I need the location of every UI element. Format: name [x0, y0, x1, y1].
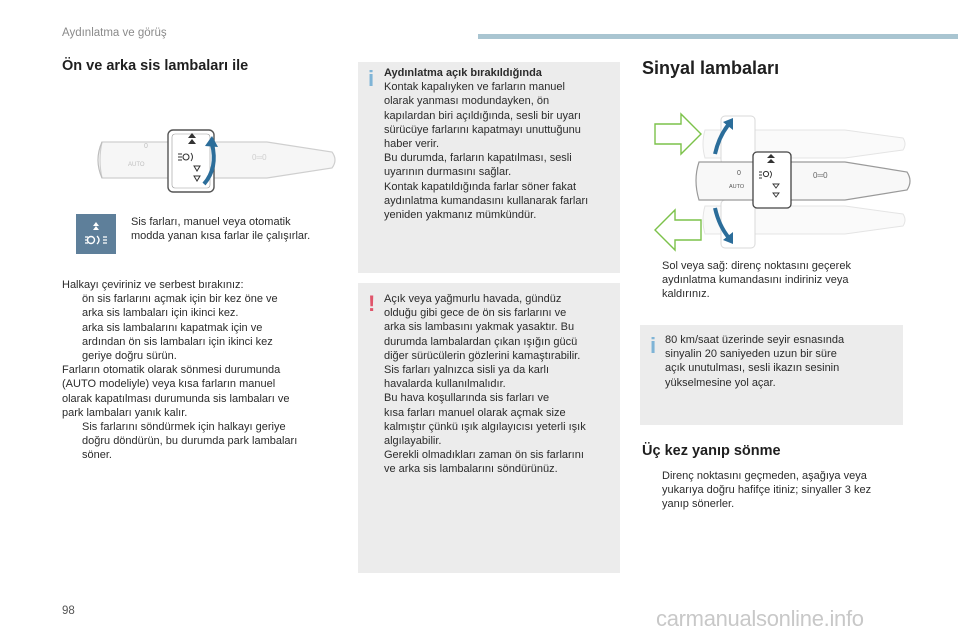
info-line: yeniden yakmanız mümkündür.	[384, 209, 537, 222]
bullet-line: yanıp sönerler.	[662, 498, 735, 511]
warn-line: algılayabilir.	[384, 435, 442, 448]
bullet-line: doğru döndürün, bu durumda park lambaları	[82, 435, 298, 448]
fog-bullet-front	[62, 292, 347, 320]
lights-left-on-info-box	[358, 62, 620, 273]
fog-auto-paragraph	[62, 363, 347, 420]
bullet-line: söner.	[82, 449, 112, 462]
turn-signal-stalk-illustration	[645, 108, 935, 256]
bullet-line: yukarıya doğru hafifçe itiniz; sinyaller 3 kez	[662, 484, 872, 497]
info-line: sürücüye farlarını kapatmayı unuttuğunu	[384, 123, 581, 136]
bullet-line: Sis farlarını söndürmek için halkayı geriye	[82, 421, 286, 434]
bullet-line: Sol veya sağ: direnç noktasını geçerek	[662, 260, 851, 272]
warn-line: durumda lambalardan çıkan ışığın gücü	[384, 335, 578, 348]
warn-line: olduğu gibi gece de ön sis farlarını ve	[384, 307, 567, 320]
warn-line: Sis farları yalnızca sisli ya da karlı	[384, 364, 550, 377]
warn-line: kalmıştır çünkü ışık algılayıcısı yeterli ışık	[384, 420, 586, 433]
warn-line: Açık veya yağmurlu havada, gündüz	[384, 293, 562, 305]
fog-intro-text: Halkayı çeviriniz ve serbest bırakınız:	[62, 279, 244, 291]
warn-line: Bu hava koşullarında sis farları ve	[384, 392, 550, 405]
front-fog-light-icon	[76, 214, 116, 254]
arrow-left-down-icon	[655, 210, 701, 250]
header-section-title: Aydınlatma ve görüş	[62, 27, 167, 39]
para-line: park lambaları yanık kalır.	[62, 406, 188, 419]
fog-caption-line: Sis farları, manuel veya otomatik	[131, 216, 291, 228]
signal-speed-text	[665, 333, 897, 390]
fog-warning-box	[358, 283, 620, 573]
arrow-right-up-icon	[655, 114, 701, 154]
warn-line: kısa farları manuel olarak açmak size	[384, 406, 566, 419]
watermark: carmanualsonline.info	[656, 606, 864, 631]
bullet-line: geriye doğru sürün.	[82, 350, 177, 363]
fog-caption	[131, 215, 310, 243]
info-line: Kontak kapalıyken ve farların manuel	[384, 81, 565, 94]
bullet-line: kaldırınız.	[662, 288, 710, 301]
fog-instructions	[62, 278, 347, 463]
three-flash-bullet	[642, 469, 912, 512]
info-line: Kontak kapatıldığında farlar söner fakat	[384, 180, 577, 193]
bullet-line: arka sis lambalarını kapatmak için ve	[82, 321, 263, 334]
info-line: aydınlatma kumandasını kullanarak farları	[384, 194, 589, 207]
fog-bullet-off	[62, 420, 347, 463]
info-line: açık unutulması, sesli ikazın sesinin	[665, 362, 840, 375]
page-number: 98	[62, 605, 75, 617]
info-line: yükselmesine yol açar.	[665, 376, 776, 389]
stalk-zero-label: 0	[144, 143, 148, 150]
warn-line: Gerekli olmadıkları zaman ön sis farlarını	[384, 449, 584, 462]
warn-line: ve arka sis lambalarını söndürünüz.	[384, 463, 558, 476]
header-accent-bar	[478, 34, 958, 39]
stalk-off-label: 0═0	[813, 171, 828, 180]
info-line: olarak yanması modundayken, ön	[384, 95, 550, 108]
info-line: kapılardan biri açıldığında, sesli bir uyarı	[384, 109, 581, 122]
fog-warning-text	[384, 292, 616, 477]
stalk-off-label: 0═0	[252, 153, 267, 162]
info-line: 80 km/saat üzerinde seyir esnasında	[665, 334, 845, 346]
para-line: olarak kapatılması durumunda sis lambaları ve	[62, 392, 290, 405]
para-line: (AUTO modeliyle) veya kısa farların manuel	[62, 378, 276, 391]
warning-icon: !	[368, 291, 376, 316]
info-line: Bu durumda, farların kapatılması, sesli	[384, 152, 572, 165]
stalk-zero-label: 0	[737, 170, 741, 177]
signal-left-right-text	[642, 259, 912, 302]
info-icon: i	[368, 66, 375, 91]
bullet-line: arka sis lambaları için ikinci kez.	[82, 307, 239, 320]
bullet-line: ardından ön sis lambaları için ikinci kez	[82, 335, 273, 348]
three-flash-text	[642, 469, 912, 512]
signal-bullet	[642, 259, 912, 302]
para-line: Farların otomatik olarak sönmesi durumunda	[62, 364, 281, 377]
info-icon: i	[650, 333, 657, 358]
stalk-auto-label: AUTO	[729, 184, 745, 190]
info-line: uyarının durmasını sağlar.	[384, 166, 512, 179]
fog-caption-line: modda yanan kısa farlar ile çalışırlar.	[131, 230, 311, 243]
lights-left-on-text	[384, 66, 616, 222]
warn-line: arka sis lambasını yakmak yasaktır. Bu	[384, 321, 575, 334]
stalk-auto-label: AUTO	[128, 162, 145, 168]
fog-bullet-rear	[62, 321, 347, 364]
info-line: sinyalin 20 saniyeden uzun bir süre	[665, 348, 837, 361]
bullet-line: ön sis farlarını açmak için bir kez öne ve	[82, 293, 278, 306]
bullet-line: Direnç noktasını geçmeden, aşağıya veya	[662, 470, 867, 482]
lights-left-on-title: Aydınlatma açık bırakıldığında	[384, 67, 542, 79]
signal-speed-info-box	[640, 325, 903, 425]
warn-line: diğer sürücülerin gözlerini kamaştırabilir.	[384, 349, 581, 362]
warn-line: havalarda kullanılmalıdır.	[384, 378, 506, 391]
three-flash-title: Üç kez yanıp sönme	[642, 443, 781, 459]
fog-lights-title: Ön ve arka sis lambaları ile	[62, 58, 249, 74]
info-line: haber verir.	[384, 138, 440, 151]
fog-stalk-illustration	[92, 122, 342, 197]
bullet-line: aydınlatma kumandasını indiriniz veya	[662, 274, 849, 287]
turn-signals-title: Sinyal lambaları	[642, 58, 780, 78]
